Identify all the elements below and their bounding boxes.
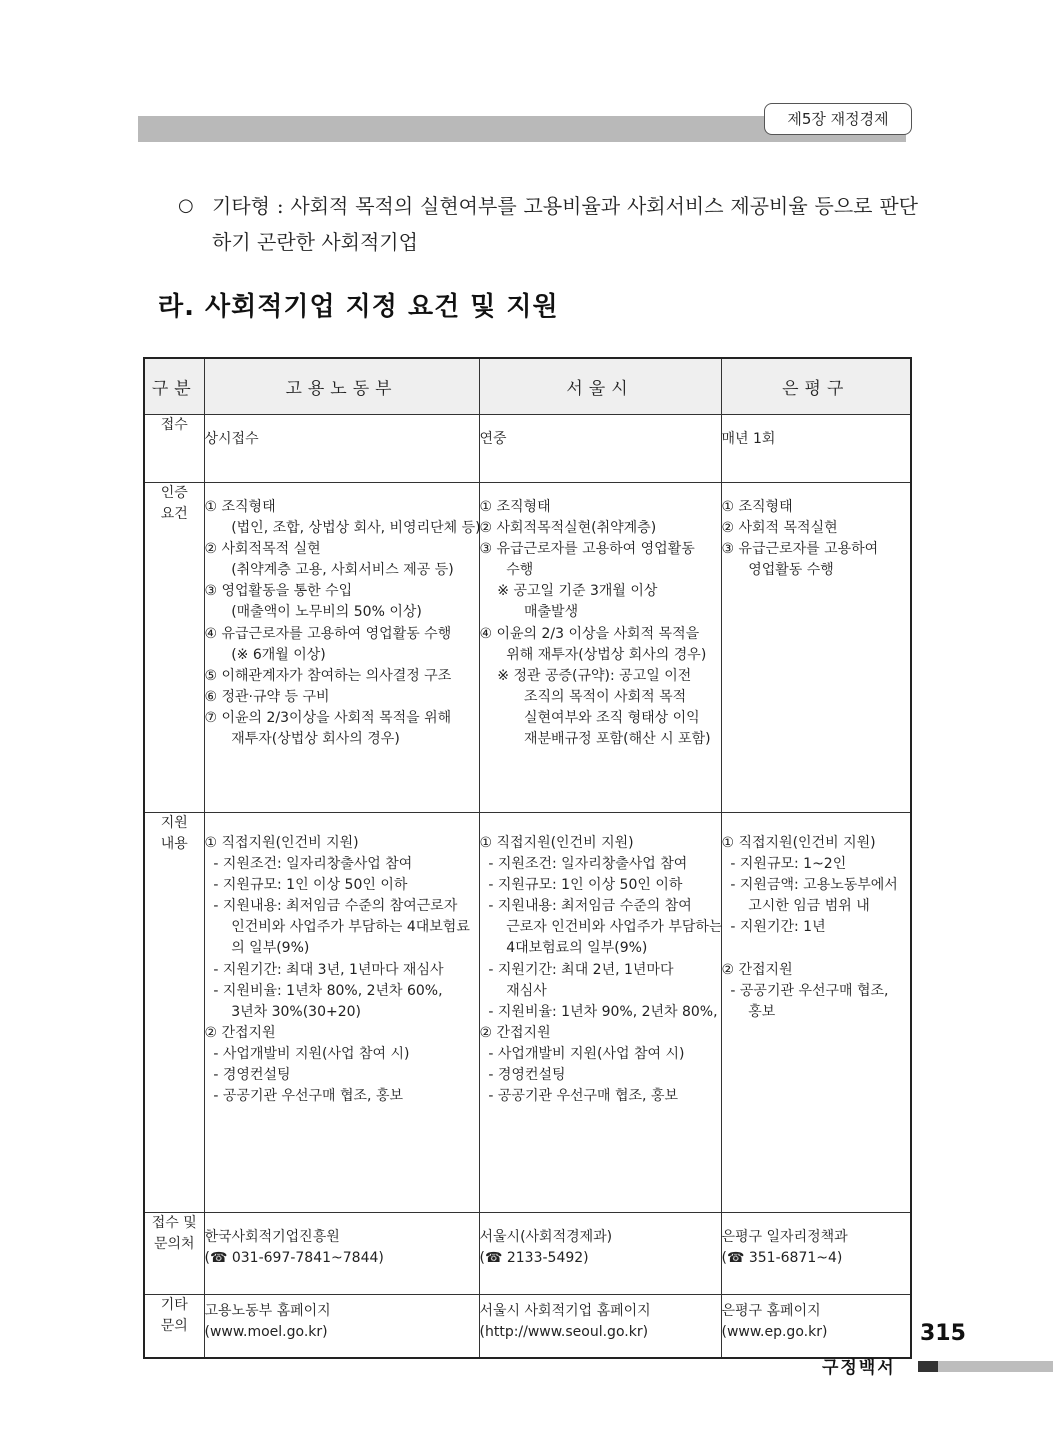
- page-number: 315: [920, 1321, 966, 1346]
- row-label: [144, 813, 204, 1213]
- cell-line: ※ 정관 공증(규약): 공고일 이전: [479, 667, 692, 684]
- cell-line: 문의: [160, 1318, 188, 1334]
- table-cell: [204, 415, 479, 483]
- cell-line: ② 사회적목적실현(취약계층): [479, 520, 657, 537]
- cell-line: ⑥ 정관·규약 등 구비: [204, 688, 330, 705]
- cell-line: 매년 1회: [721, 431, 776, 447]
- cell-line: - 경영컨설팅: [204, 1067, 291, 1084]
- cell-line: ① 직접지원(인건비 지원): [721, 835, 876, 851]
- cell-line: (법인, 조합, 상법상 회사, 비영리단체 등): [204, 520, 481, 537]
- cell-line: 3년차 30%(30+20): [204, 1003, 362, 1020]
- cell-line: - 지원조건: 일자리창출사업 참여: [204, 856, 413, 873]
- cell-line: 서울시(사회적경제과): [479, 1229, 613, 1245]
- cell-line: - 지원비율: 1년차 90%, 2년차 80%,: [479, 1003, 718, 1020]
- cell-line: 매출발생: [479, 604, 579, 621]
- table-row-etc: [144, 1295, 911, 1359]
- table-cell: [204, 1213, 479, 1295]
- table-cell: [479, 1213, 721, 1295]
- cell-line: 은평구 홈페이지: [721, 1303, 821, 1319]
- cell-line: 고시한 임금 범위 내: [721, 898, 870, 915]
- cell-line: (www.ep.go.kr): [721, 1324, 828, 1341]
- cell-line: ④ 이윤의 2/3 이상을 사회적 목적을: [479, 625, 700, 642]
- table-row-certification: [144, 483, 911, 813]
- cell-line: 접수 및: [151, 1215, 197, 1231]
- cell-line: ※ 공고일 기준 3개월 이상: [479, 583, 658, 600]
- cell-line: 재투자(상법상 회사의 경우): [204, 731, 400, 748]
- cell-line: (☎ 2133-5492): [479, 1250, 589, 1267]
- section-title: 라. 사회적기업 지정 요건 및 지원: [158, 292, 559, 322]
- cell-line: 내용: [160, 836, 188, 852]
- cell-line: - 지원내용: 최저임금 수준의 참여: [479, 898, 692, 915]
- cell-line: - 지원규모: 1인 이상 50인 이하: [204, 877, 408, 894]
- table-cell: [479, 483, 721, 813]
- cell-line: - 지원조건: 일자리창출사업 참여: [479, 856, 688, 873]
- row-label: [144, 415, 204, 483]
- header-moel: 고용노동부: [204, 358, 479, 415]
- cell-line: - 지원금액: 고용노동부에서: [721, 877, 898, 894]
- cell-line: 인증: [160, 485, 188, 501]
- cell-line: 홍보: [721, 1003, 776, 1020]
- cell-line: (매출액이 노무비의 50% 이상): [204, 604, 422, 621]
- cell-line: ① 직접지원(인건비 지원): [204, 835, 359, 851]
- table-row-contact: [144, 1213, 911, 1295]
- cell-line: 재심사: [479, 982, 547, 999]
- row-label: [144, 1295, 204, 1359]
- cell-line: 위해 재투자(상법상 회사의 경우): [479, 646, 707, 663]
- cell-line: - 지원내용: 최저임금 수준의 참여근로자: [204, 898, 458, 915]
- cell-line: 수행: [479, 562, 534, 579]
- intro-paragraph: [178, 188, 918, 260]
- chapter-tab: 제5장 재정경제: [764, 103, 912, 135]
- cell-line: ① 조직형태: [479, 499, 551, 515]
- header-seoul: 서울시: [479, 358, 721, 415]
- cell-line: - 공공기관 우선구매 협조, 홍보: [204, 1088, 403, 1105]
- cell-line: [722, 938, 911, 959]
- cell-line: ④ 유급근로자를 고용하여 영업활동 수행: [204, 625, 452, 642]
- cell-line: 연중: [479, 431, 507, 447]
- cell-line: ⑤ 이해관계자가 참여하는 의사결정 구조: [204, 667, 452, 684]
- cell-line: ③ 유급근로자를 고용하여: [721, 541, 879, 558]
- cell-line: (☎ 351-6871~4): [721, 1250, 843, 1267]
- cell-line: - 경영컨설팅: [479, 1067, 566, 1084]
- cell-line: 고용노동부 홈페이지: [204, 1303, 331, 1319]
- table-cell: [721, 415, 911, 483]
- cell-line: - 공공기관 우선구매 협조, 홍보: [479, 1088, 678, 1105]
- table-cell: [204, 1295, 479, 1359]
- cell-line: - 공공기관 우선구매 협조,: [721, 982, 889, 999]
- footer-bar-light: [938, 1361, 1053, 1372]
- cell-line: 의 일부(9%): [204, 940, 310, 957]
- table-row-support: [144, 813, 911, 1213]
- cell-line: 기타: [160, 1297, 188, 1313]
- book-title: 구정백서: [822, 1358, 896, 1378]
- intro-text: 기타형 : 사회적 목적의 실현여부를 고용비율과 사회서비스 제공비율 등으로 판단하기 곤란한 사회적기업: [212, 194, 918, 254]
- cell-line: 접수: [160, 417, 188, 433]
- table-cell: [721, 813, 911, 1213]
- cell-line: (※ 6개월 이상): [204, 646, 326, 663]
- cell-line: - 지원기간: 최대 3년, 1년마다 재심사: [204, 961, 444, 978]
- cell-line: ① 직접지원(인건비 지원): [479, 835, 634, 851]
- table-cell: [479, 813, 721, 1213]
- cell-line: 근로자 인건비와 사업주가 부담하는: [479, 919, 723, 936]
- table-header-row: [144, 358, 911, 415]
- cell-line: 문의처: [153, 1236, 195, 1252]
- cell-line: - 지원규모: 1~2인: [721, 856, 847, 873]
- table-cell: [721, 1213, 911, 1295]
- cell-line: 인건비와 사업주가 부담하는 4대보험료: [204, 919, 470, 936]
- footer-bar-dark: [918, 1361, 938, 1372]
- cell-line: 요건: [160, 506, 188, 522]
- cell-line: ① 조직형태: [721, 499, 793, 515]
- table-cell: [479, 415, 721, 483]
- cell-line: (www.moel.go.kr): [204, 1324, 328, 1341]
- cell-line: ② 간접지원: [721, 961, 793, 978]
- table-cell: [721, 1295, 911, 1359]
- header-eunpyeong: 은평구: [721, 358, 911, 415]
- cell-line: 한국사회적기업진흥원: [204, 1229, 340, 1245]
- cell-line: 서울시 사회적기업 홈페이지: [479, 1303, 651, 1319]
- cell-line: ③ 유급근로자를 고용하여 영업활동: [479, 541, 695, 558]
- cell-line: - 지원기간: 1년: [721, 919, 826, 936]
- table-cell: [479, 1295, 721, 1359]
- cell-line: ② 사회적 목적실현: [721, 520, 838, 537]
- table-row-reception: [144, 415, 911, 483]
- cell-line: 재분배규정 포함(해산 시 포함): [479, 731, 711, 748]
- bullet-circle: ○: [178, 195, 194, 216]
- cell-line: 지원: [160, 815, 188, 831]
- cell-line: 상시접수: [204, 431, 259, 447]
- cell-line: 실현여부와 조직 형태상 이익: [479, 709, 700, 726]
- cell-line: (취약계층 고용, 사회서비스 제공 등): [204, 562, 454, 579]
- cell-line: - 지원규모: 1인 이상 50인 이하: [479, 877, 683, 894]
- header-category: 구분: [144, 358, 204, 415]
- cell-line: - 사업개발비 지원(사업 참여 시): [479, 1045, 685, 1062]
- cell-line: - 사업개발비 지원(사업 참여 시): [204, 1045, 410, 1062]
- cell-line: 조직의 목적이 사회적 목적: [479, 688, 687, 705]
- table-cell: [204, 483, 479, 813]
- cell-line: 영업활동 수행: [721, 562, 834, 579]
- cell-line: ③ 영업활동을 통한 수입: [204, 583, 353, 600]
- cell-line: 은평구 일자리정책과: [721, 1229, 848, 1245]
- requirements-table: [143, 357, 912, 1359]
- table-cell: [721, 483, 911, 813]
- cell-line: ② 간접지원: [204, 1024, 276, 1041]
- cell-line: ② 사회적목적 실현: [204, 541, 321, 558]
- cell-line: - 지원비율: 1년차 80%, 2년차 60%,: [204, 982, 443, 999]
- row-label: [144, 1213, 204, 1295]
- table-cell: [204, 813, 479, 1213]
- cell-line: (http://www.seoul.go.kr): [479, 1324, 649, 1341]
- cell-line: 4대보험료의 일부(9%): [479, 940, 648, 957]
- cell-line: (☎ 031-697-7841~7844): [204, 1250, 384, 1267]
- cell-line: ⑦ 이윤의 2/3이상을 사회적 목적을 위해: [204, 709, 452, 726]
- row-label: [144, 483, 204, 813]
- cell-line: ① 조직형태: [204, 499, 276, 515]
- cell-line: ② 간접지원: [479, 1024, 551, 1041]
- cell-line: - 지원기간: 최대 2년, 1년마다: [479, 961, 674, 978]
